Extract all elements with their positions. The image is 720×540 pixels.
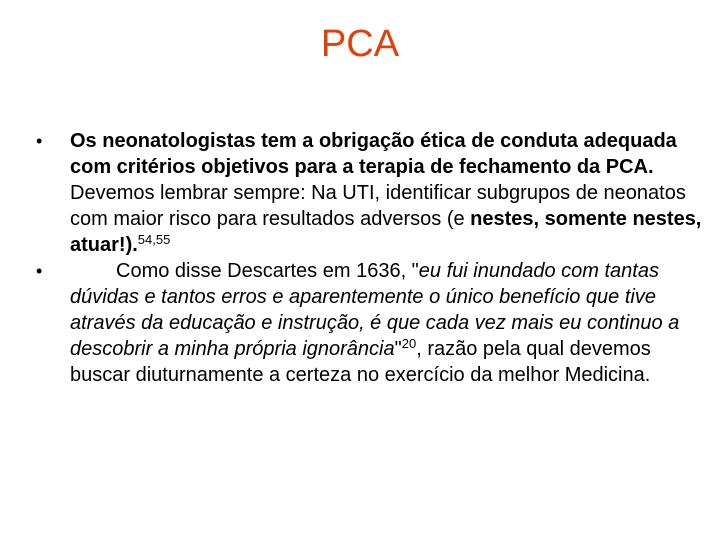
slide-title: PCA: [320, 23, 400, 65]
bullet-bold-text: Os neonatologistas tem a obrigação ética de conduta adequada com critérios objetivos para a terapia de fechamento da PCA.: [70, 130, 677, 178]
bullet-item-descartes-quote: [36, 258, 712, 388]
bullet-normal-text: Devemos lembrar sempre: Na UTI, identificar subgrupos de neonatos com maior risco para resultados adversos (e: [70, 182, 686, 230]
bullet-item-obligation: [36, 128, 712, 258]
bullet-icon: •: [36, 131, 43, 151]
bullet-list: [36, 128, 712, 388]
quote-lead-text: Como disse Descartes em 1636, ": [116, 260, 419, 282]
bullet-bold-end: nestes, somente nestes, atuar!).: [70, 208, 702, 256]
quote-close-mark: ": [394, 338, 402, 360]
citation-superscript: 20: [401, 336, 417, 351]
citation-superscript: 54,55: [137, 232, 171, 247]
quote-trailing-text: , razão pela qual devemos buscar diuturnamente a certeza no exercício da melhor Medicina.: [70, 338, 651, 386]
bullet-icon: •: [36, 261, 43, 281]
quote-italic-text: eu fui inundado com tantas dúvidas e tantos erros e aparentemente o único benefício que tive através da educação e instrução, é que cada vez mais eu continuo a descobrir a minha própria ignorância: [70, 260, 680, 360]
